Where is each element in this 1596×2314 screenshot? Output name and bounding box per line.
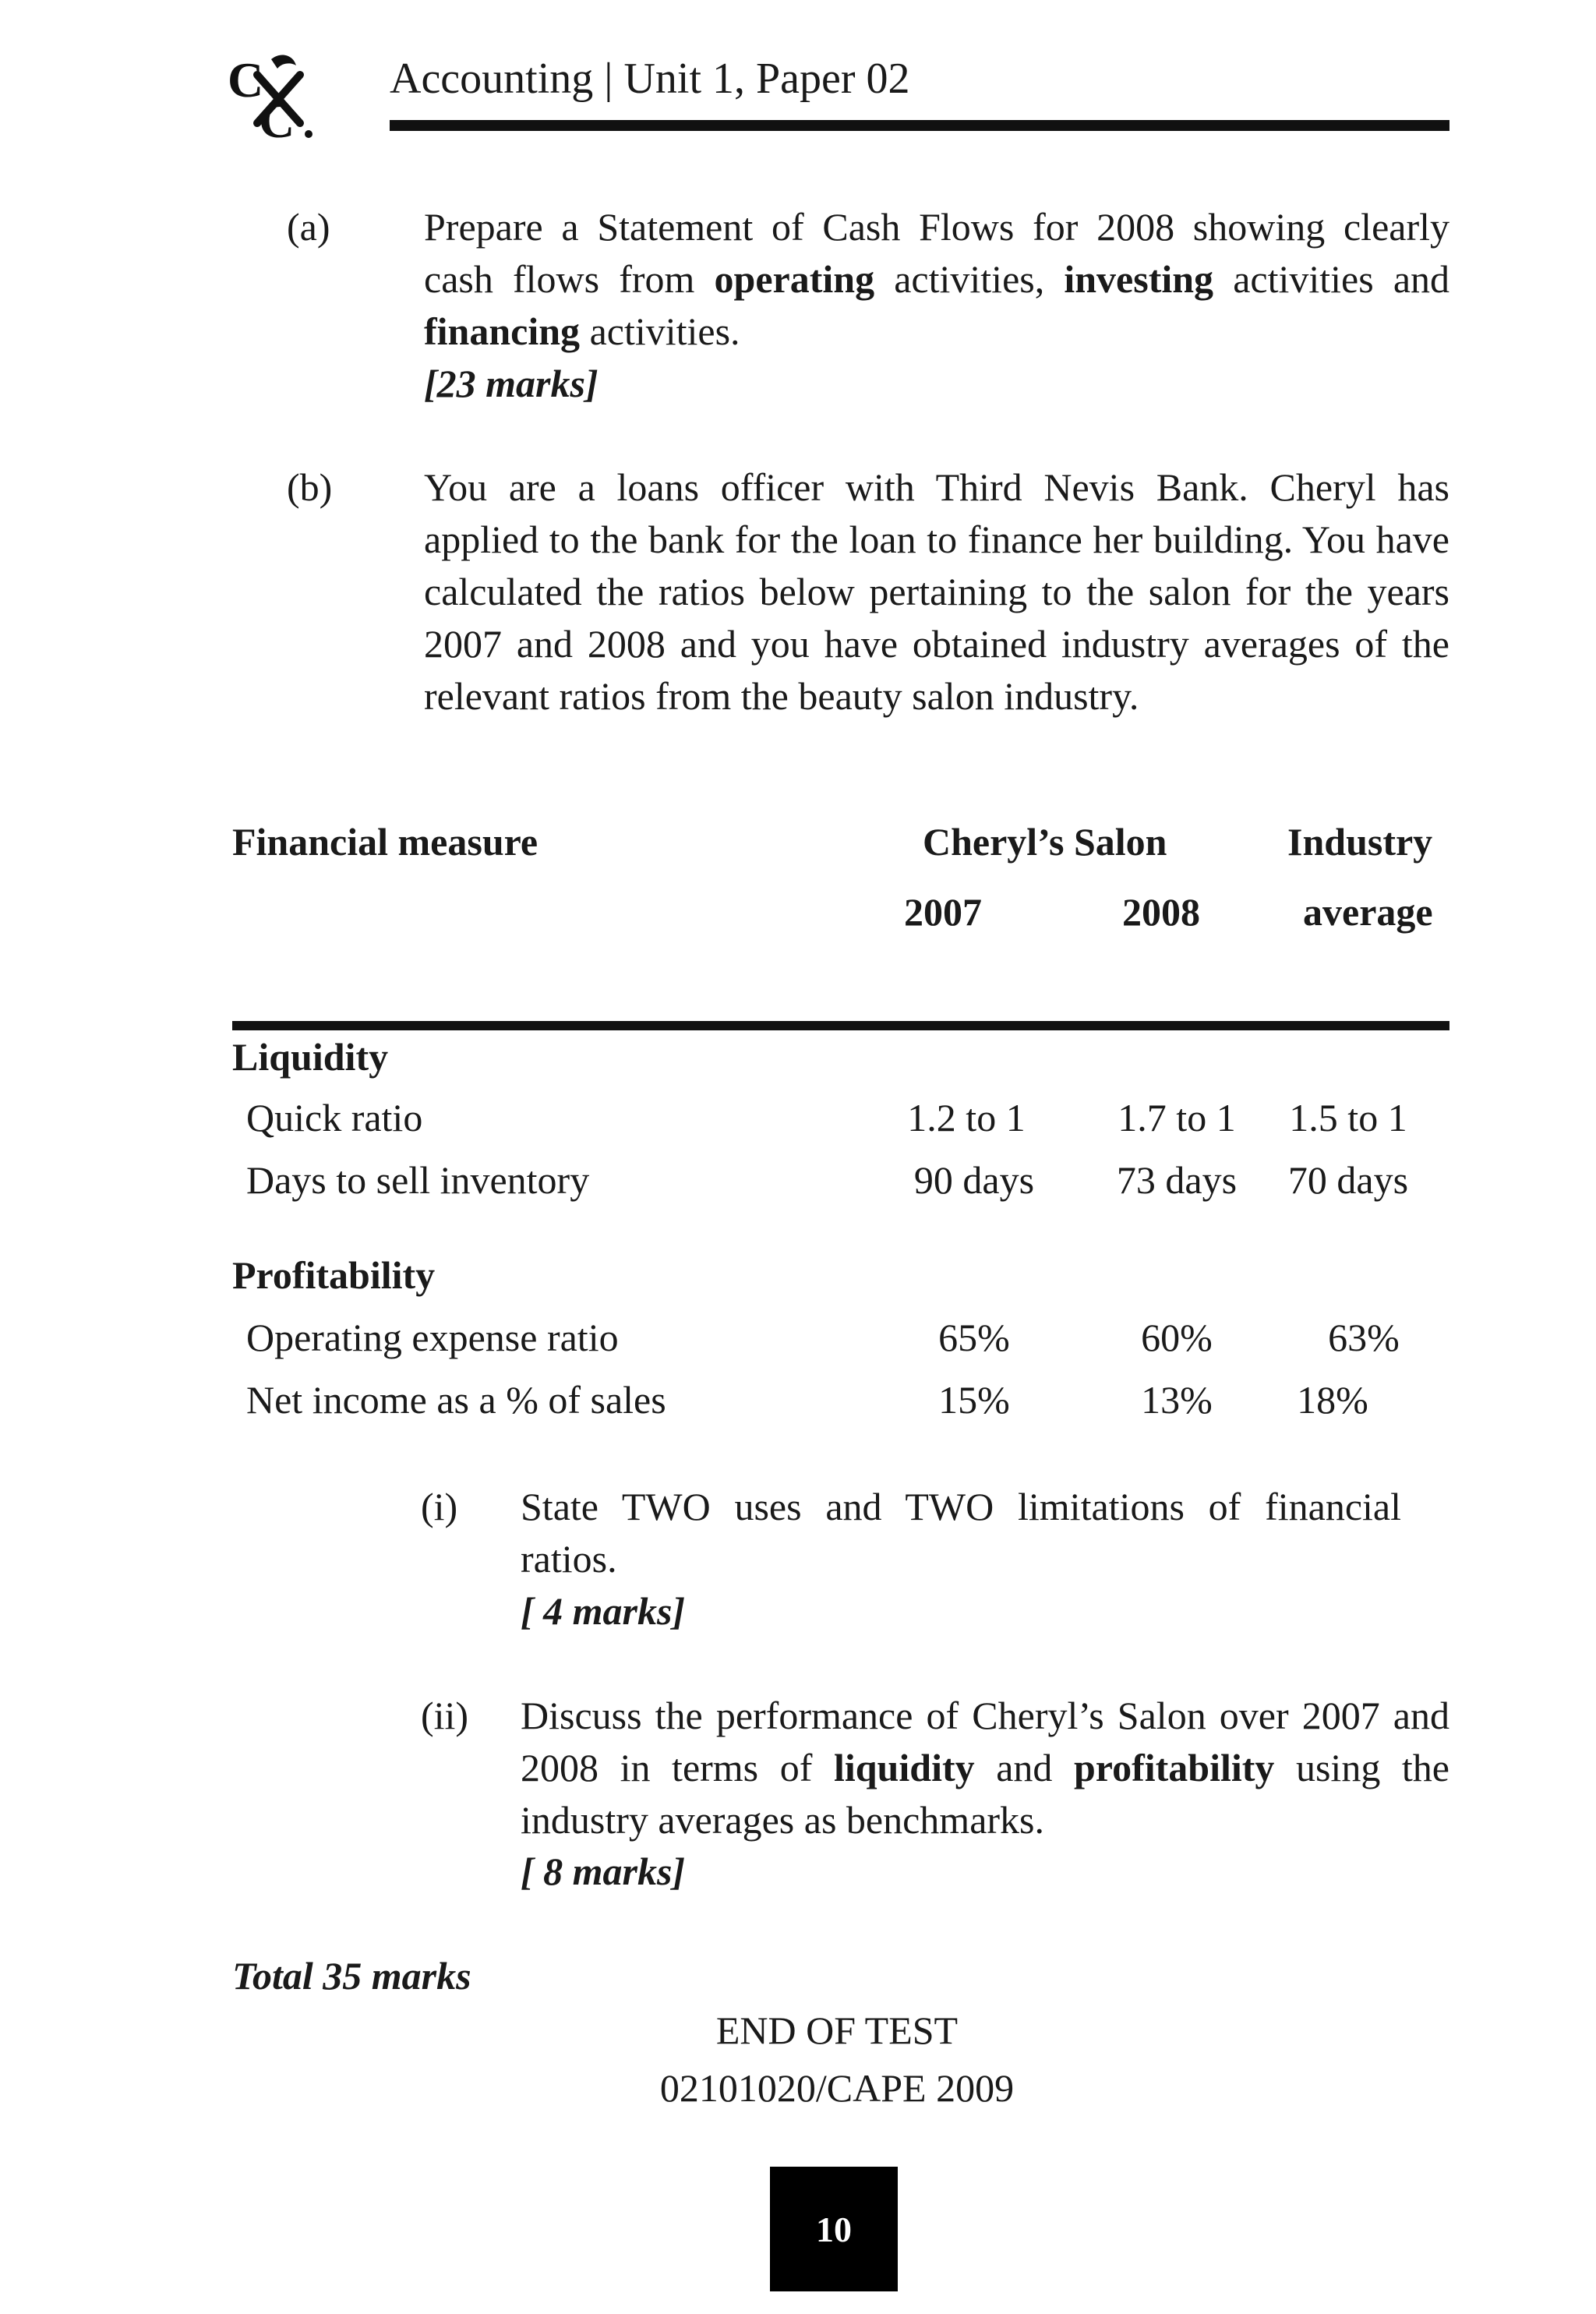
table-header-2007: 2007 [904,890,982,934]
part-b-label: (b) [287,465,333,509]
row-2007-operating-expense: 65% [938,1316,1010,1359]
row-industry-days-inventory: 70 days [1287,1158,1409,1202]
row-measure-operating-expense: Operating expense ratio [246,1316,619,1359]
sub-ii-marks: [ 8 marks] [521,1849,686,1893]
part-a-marks: [23 marks] [424,362,598,405]
row-2008-quick-ratio: 1.7 to 1 [1118,1096,1236,1139]
row-measure-days-inventory: Days to sell inventory [246,1158,590,1202]
row-2007-quick-ratio: 1.2 to 1 [907,1096,1026,1139]
section-title-profitability: Profitability [232,1253,436,1297]
row-2007-days-inventory: 90 days [913,1158,1035,1202]
row-measure-net-income: Net income as a % of sales [246,1378,666,1422]
row-2008-net-income: 13% [1141,1378,1213,1422]
table-header-average: average [1303,890,1433,934]
row-2008-days-inventory: 73 days [1116,1158,1238,1202]
page-header-title: Accounting | Unit 1, Paper 02 [390,55,910,103]
row-industry-quick-ratio: 1.5 to 1 [1289,1096,1407,1139]
sub-i-label: (i) [421,1485,458,1528]
row-2007-net-income: 15% [938,1378,1010,1422]
svg-text:C: C [228,52,264,108]
row-measure-quick-ratio: Quick ratio [246,1096,423,1139]
part-a-question: Prepare a Statement of Cash Flows for 2008 showing clearly cash flows from operating activities, investing activities and financing activities. [424,205,1450,353]
cxc-logo-icon [226,51,343,145]
sub-ii-question: Discuss the performance of Cheryl’s Salon over 2007 and 2008 in terms of liquidity and profitability using the industry averages as benchmarks. [521,1694,1449,1842]
table-rule [232,1021,1449,1030]
row-2008-operating-expense: 60% [1141,1316,1213,1359]
table-header-2008: 2008 [1122,890,1200,934]
sub-i-question: State TWO uses and TWO limitations of financial ratios. [521,1485,1401,1581]
page-number: 10 [770,2167,898,2291]
sub-ii-label: (ii) [421,1694,469,1737]
part-a-label: (a) [287,205,330,249]
paper-code: 02101020/CAPE 2009 [659,2066,1015,2110]
total-marks: Total 35 marks [232,1954,471,1998]
section-title-liquidity: Liquidity [232,1035,389,1079]
table-header-measure: Financial measure [232,820,538,864]
table-header-industry: Industry [1287,820,1433,864]
header-rule [390,120,1449,131]
row-industry-net-income: 18% [1297,1378,1368,1422]
end-of-test: END OF TEST [715,2008,959,2052]
part-b-question: You are a loans officer with Third Nevis Bank. Cheryl has applied to the bank for the loan to finance her building. You have calculated the ratios below pertaining to the salon for the years 2007 and 2008 and you have obtained industry averages of the relevant ratios from the beauty salon industry. [424,465,1449,718]
svg-text:C: C [259,93,295,145]
row-industry-operating-expense: 63% [1328,1316,1400,1359]
table-header-salon: Cheryl’s Salon [923,820,1167,864]
sub-i-marks: [ 4 marks] [521,1589,686,1633]
